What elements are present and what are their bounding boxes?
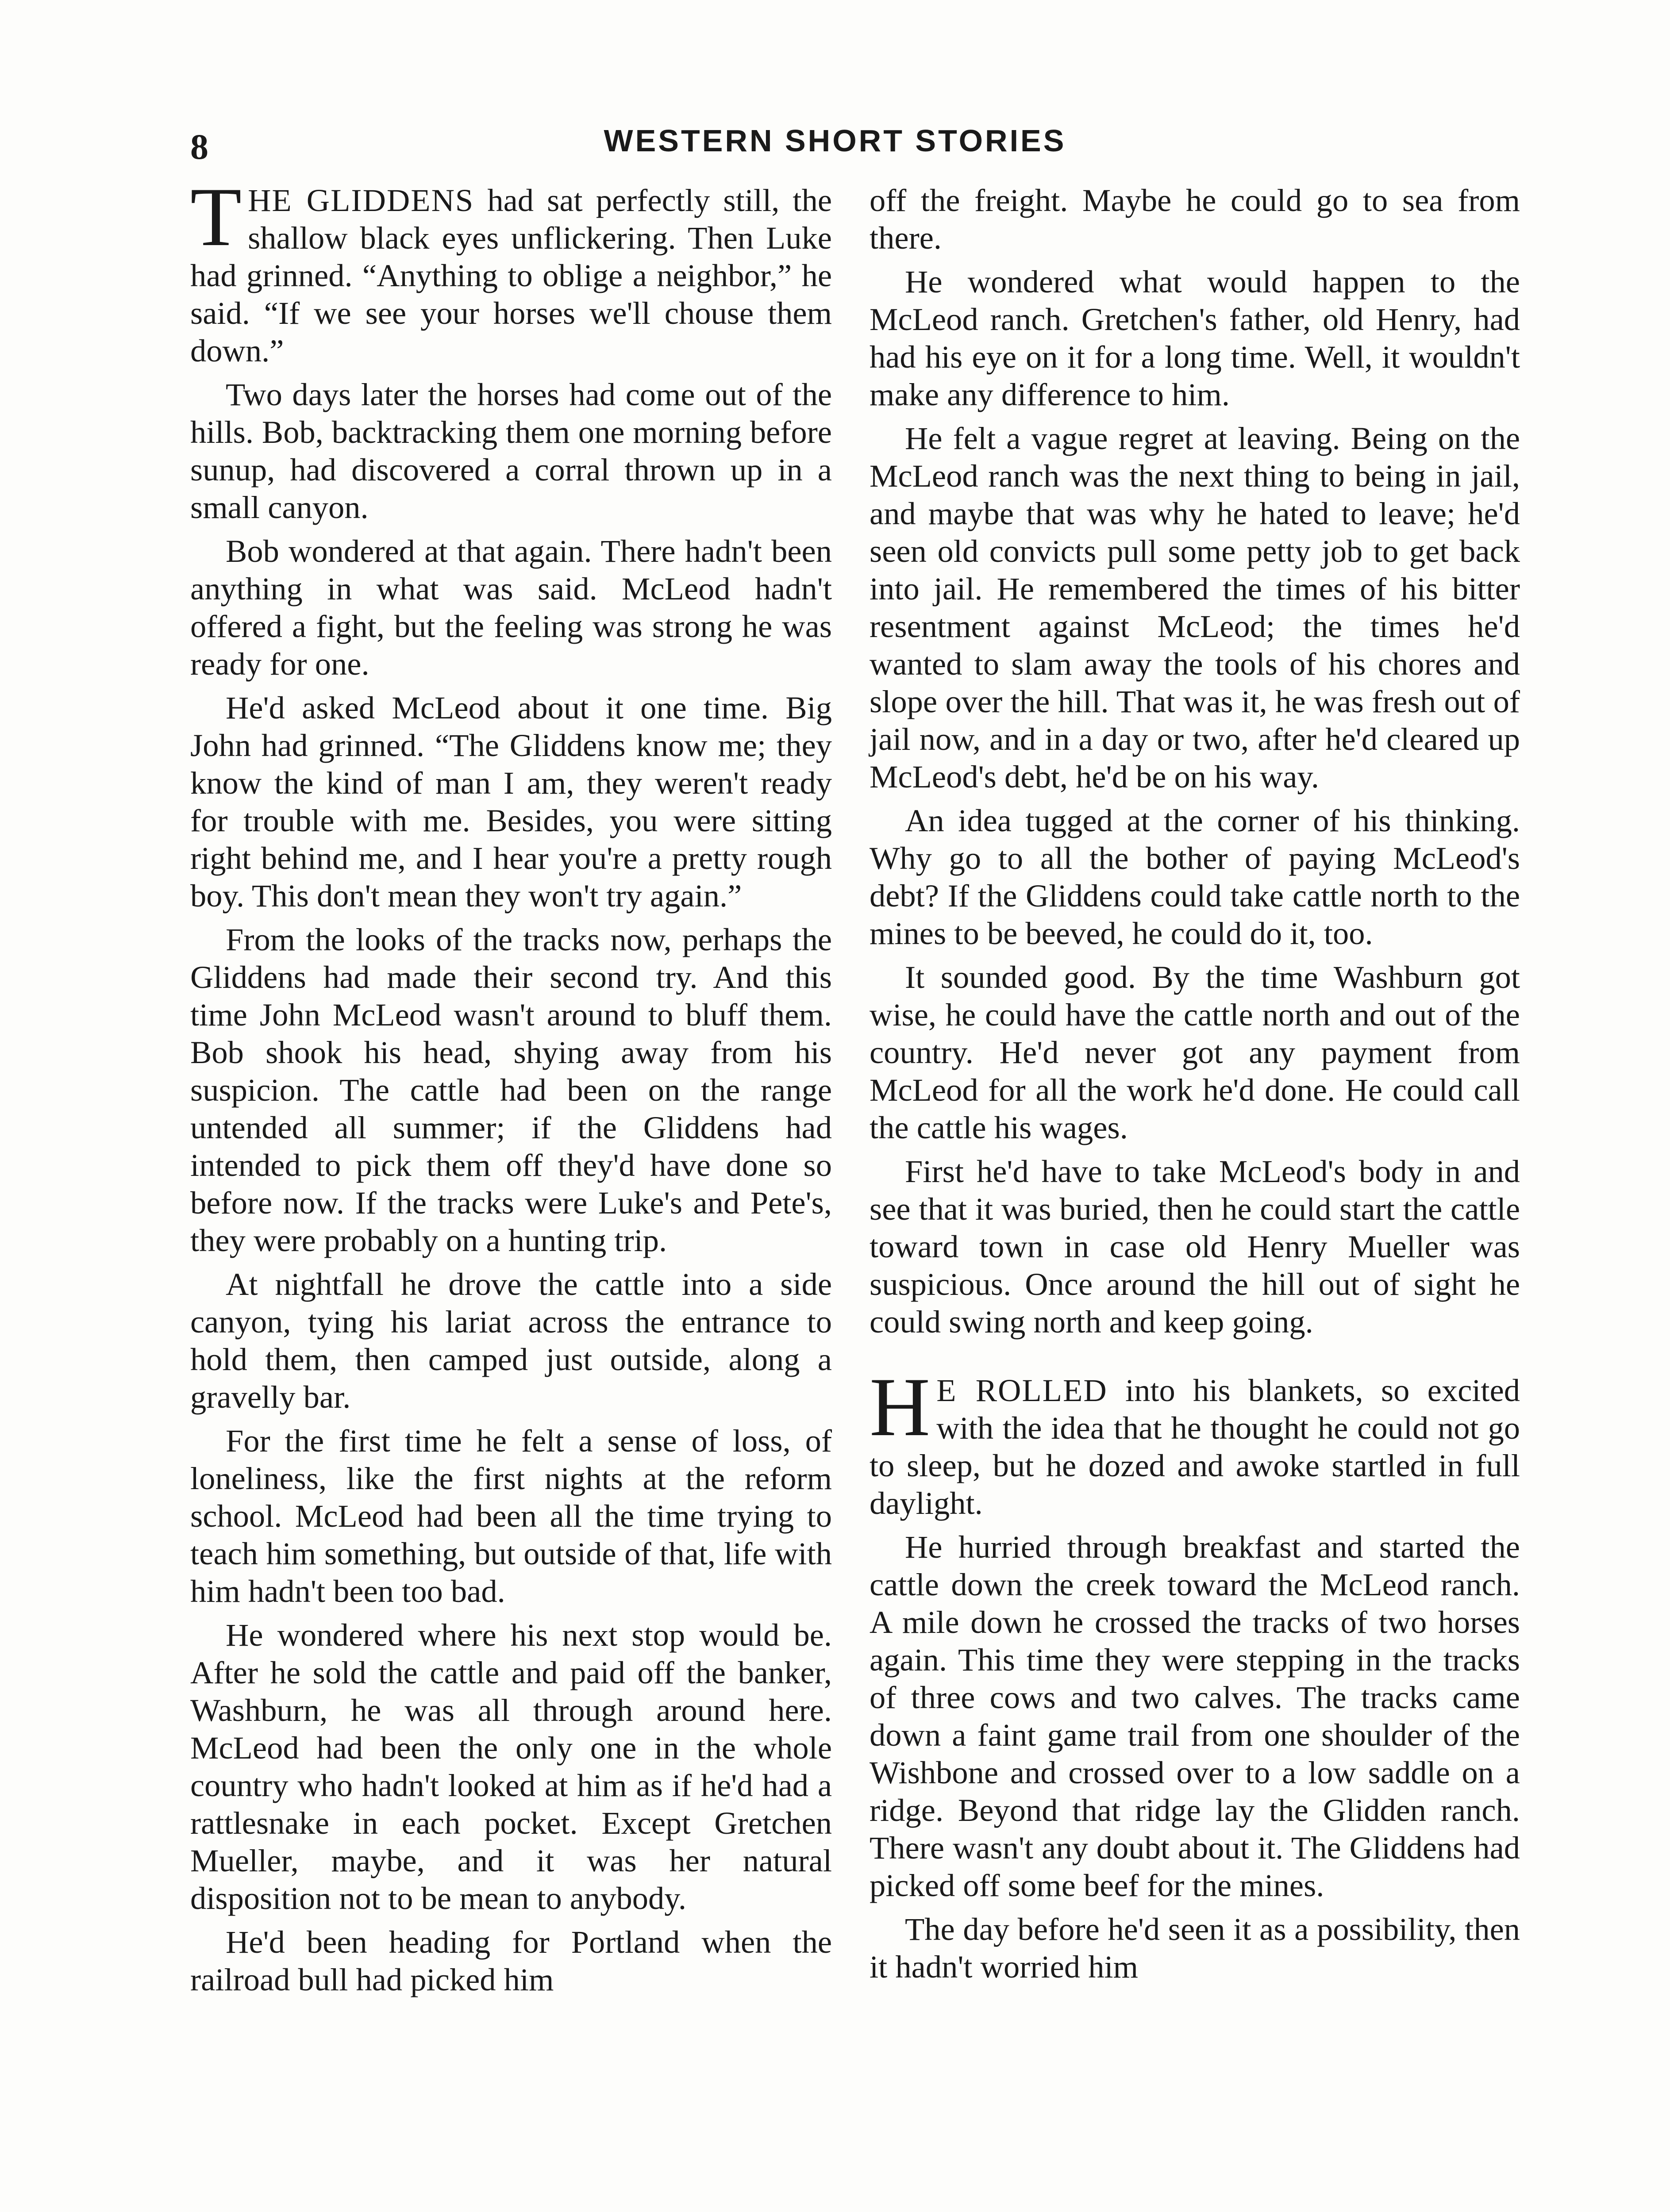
paragraph: He felt a vague regret at leaving. Being on the McLeod ranch was the next thing to being in jail, and maybe that was why he hated to leave; he'd seen old convicts pull some petty job to get back into jail. He remembered the times of his bitter resentment against McLeod; the times he'd wanted to slam away the tools of his chores and slope over the hill. That was it, he was fresh out of jail now, and in a day or two, after he'd cleared up McLeod's debt, he'd be on his way. [870, 420, 1520, 795]
paragraph: At nightfall he drove the cattle into a side canyon, tying his lariat across the entrance to hold them, then camped just outside, along a gravelly bar. [190, 1266, 832, 1415]
paragraph: From the looks of the tracks now, perhaps the Gliddens had made their second try. And this time John McLeod wasn't around to bluff them. Bob shook his head, shying away from his suspicion. The cattle had been on the range untended all summer; if the Gliddens had intended to pick them off they'd have done so before now. If the tracks were Luke's and Pete's, they were probably on a hunting trip. [190, 922, 832, 1258]
paragraph: The day before he'd seen it as a possibility, then it hadn't worried him [870, 1911, 1520, 1985]
lead-in-caps: E ROLLED [936, 1372, 1108, 1408]
paragraph: Bob wondered at that again. There hadn't been anything in what was said. McLeod hadn't offered a fight, but the feeling was strong he was ready for one. [190, 533, 832, 682]
paragraph-text: into his blankets, so excited with the idea that he thought he could not go to sleep, but he dozed and awoke startled in full daylight. [870, 1372, 1520, 1521]
paragraph: He hurried through breakfast and started the cattle down the creek toward the McLeod ranch. A mile down he crossed the tracks of two horses again. This time they were stepping in the tracks of three cows and two calves. The tracks came down a faint game trail from one shoulder of the Wishbone and crossed over to a low saddle on a ridge. Beyond that ridge lay the Glidden ranch. There wasn't any doubt about it. The Gliddens had picked off some beef for the mines. [870, 1529, 1520, 1903]
paragraph-text: had sat perfectly still, the shallow black eyes unflickering. Then Luke had grinned. “Anything to oblige a neighbor,” he said. “If we see your horses we'll chouse them down.” [190, 182, 832, 369]
left-column [190, 171, 832, 2005]
running-head: WESTERN SHORT STORIES [604, 123, 1066, 158]
paragraph: He wondered what would happen to the McLeod ranch. Gretchen's father, old Henry, had had his eye on it for a long time. Well, it wouldn't make any difference to him. [870, 264, 1520, 412]
paragraph: It sounded good. By the time Washburn got wise, he could have the cattle north and out of the country. He'd never got any payment from McLeod for all the work he'd done. He could call the cattle his wages. [870, 959, 1520, 1145]
lead-in-caps: HE GLIDDENS [248, 182, 474, 218]
right-column [870, 181, 1520, 1992]
drop-cap: T [190, 171, 242, 264]
paragraph: He wondered where his next stop would be. After he sold the cattle and paid off the banker, Washburn, he was all through around here. McLeod had been the only one in the whole country who hadn't looked at him as if he'd had a rattlesnake in each pocket. Except Gretchen Mueller, maybe, and it was her natural disposition not to be mean to anybody. [190, 1617, 832, 1916]
paragraph: First he'd have to take McLeod's body in and see that it was buried, then he could start the cattle toward town in case old Henry Mueller was suspicious. Once around the hill out of sight he could swing north and keep going. [870, 1153, 1520, 1340]
drop-cap: H [870, 1361, 931, 1454]
opening-paragraph [190, 171, 832, 369]
paragraph: He'd asked McLeod about it one time. Big John had grinned. “The Gliddens know me; they know the kind of man I am, they weren't ready for trouble with me. Besides, you were sitting right behind me, and I hear you're a pretty rough boy. This don't mean they won't try again.” [190, 690, 832, 914]
paragraph-continued: off the freight. Maybe he could go to sea from there. [870, 182, 1520, 256]
paragraph: For the first time he felt a sense of loss, of loneliness, like the first nights at the reform school. McLeod had been all the time trying to teach him something, but outside of that, life with him hadn't been too bad. [190, 1423, 832, 1609]
paragraph: Two days later the horses had come out of the hills. Bob, backtracking them one morning before sunup, had discovered a corral thrown up in a small canyon. [190, 376, 832, 525]
page-number: 8 [190, 127, 208, 167]
paragraph: He'd been heading for Portland when the railroad bull had picked him [190, 1924, 832, 1997]
paragraph: An idea tugged at the corner of his thinking. Why go to all the bother of paying McLeod's debt? If the Gliddens could take cattle north to the mines to be beeved, he could do it, too. [870, 803, 1520, 951]
section-opening-paragraph [870, 1361, 1520, 1522]
